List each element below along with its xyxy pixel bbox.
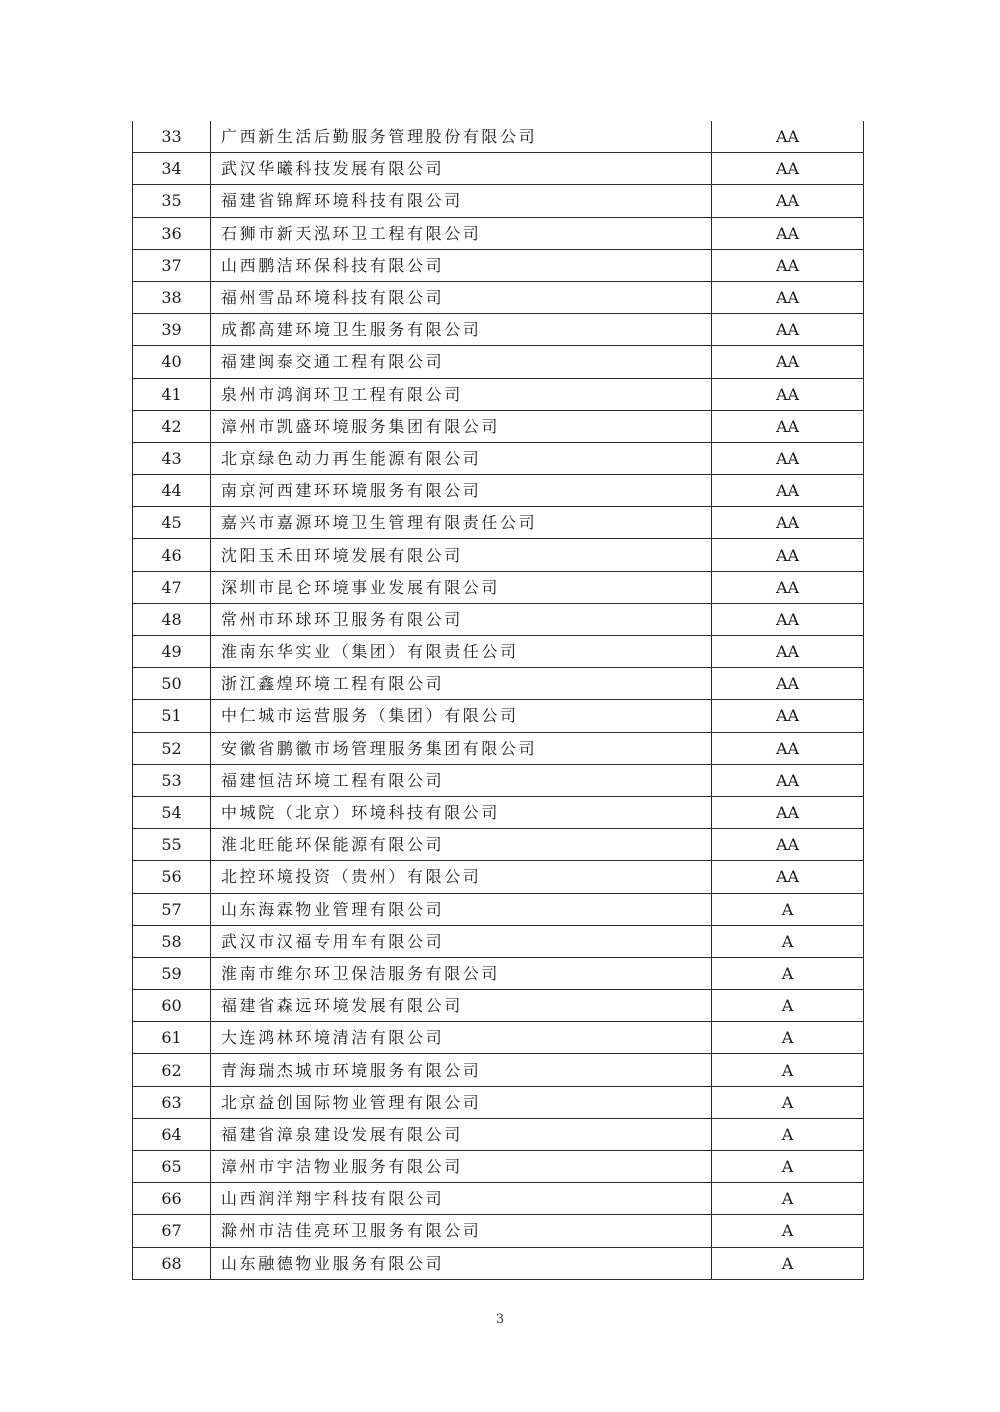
- credit-grade: A: [712, 1151, 864, 1183]
- row-number: 68: [133, 1247, 211, 1279]
- table-row: [133, 1086, 864, 1118]
- company-name: 漳州市宇洁物业服务有限公司: [211, 1151, 712, 1183]
- company-name: 福建省森远环境发展有限公司: [211, 990, 712, 1022]
- credit-grade: AA: [712, 217, 864, 249]
- table-row: [133, 249, 864, 281]
- table-row: [133, 796, 864, 828]
- credit-grade: AA: [712, 764, 864, 796]
- credit-grade: A: [712, 1247, 864, 1279]
- table-row: [133, 507, 864, 539]
- table-row: [133, 636, 864, 668]
- row-number: 49: [133, 636, 211, 668]
- company-name: 武汉华曦科技发展有限公司: [211, 153, 712, 185]
- row-number: 57: [133, 893, 211, 925]
- row-number: 50: [133, 668, 211, 700]
- row-number: 56: [133, 861, 211, 893]
- credit-grade: AA: [712, 796, 864, 828]
- company-name: 石狮市新天泓环卫工程有限公司: [211, 217, 712, 249]
- row-number: 60: [133, 990, 211, 1022]
- credit-grade: AA: [712, 410, 864, 442]
- table-row: [133, 700, 864, 732]
- credit-grade: AA: [712, 571, 864, 603]
- row-number: 37: [133, 249, 211, 281]
- credit-grade: AA: [712, 475, 864, 507]
- table-row: [133, 990, 864, 1022]
- credit-grade: AA: [712, 249, 864, 281]
- credit-grade: AA: [712, 732, 864, 764]
- row-number: 52: [133, 732, 211, 764]
- row-number: 61: [133, 1022, 211, 1054]
- credit-grade: A: [712, 925, 864, 957]
- credit-grade: AA: [712, 121, 864, 153]
- company-rating-table: [132, 121, 864, 1280]
- table-row: [133, 539, 864, 571]
- table-row: [133, 1151, 864, 1183]
- table-row: [133, 475, 864, 507]
- credit-grade: A: [712, 1215, 864, 1247]
- company-name: 福州雪品环境科技有限公司: [211, 281, 712, 313]
- table-row: [133, 957, 864, 989]
- row-number: 40: [133, 346, 211, 378]
- credit-grade: A: [712, 893, 864, 925]
- credit-grade: AA: [712, 442, 864, 474]
- credit-grade: AA: [712, 346, 864, 378]
- company-name: 安徽省鹏徽市场管理服务集团有限公司: [211, 732, 712, 764]
- company-name: 中城院（北京）环境科技有限公司: [211, 796, 712, 828]
- company-name: 山西鹏洁环保科技有限公司: [211, 249, 712, 281]
- row-number: 65: [133, 1151, 211, 1183]
- row-number: 34: [133, 153, 211, 185]
- table-row: [133, 603, 864, 635]
- table-row: [133, 893, 864, 925]
- table-row: [133, 829, 864, 861]
- company-name: 成都高建环境卫生服务有限公司: [211, 314, 712, 346]
- company-name: 深圳市昆仑环境事业发展有限公司: [211, 571, 712, 603]
- company-name: 大连鸿林环境清洁有限公司: [211, 1022, 712, 1054]
- credit-grade: AA: [712, 603, 864, 635]
- company-name: 福建省锦辉环境科技有限公司: [211, 185, 712, 217]
- table-row: [133, 121, 864, 153]
- company-name: 南京河西建环环境服务有限公司: [211, 475, 712, 507]
- row-number: 53: [133, 764, 211, 796]
- row-number: 62: [133, 1054, 211, 1086]
- table-row: [133, 185, 864, 217]
- row-number: 44: [133, 475, 211, 507]
- table-row: [133, 410, 864, 442]
- table-body: [133, 121, 864, 1279]
- table-row: [133, 442, 864, 474]
- table-row: [133, 314, 864, 346]
- row-number: 55: [133, 829, 211, 861]
- company-name: 山东融德物业服务有限公司: [211, 1247, 712, 1279]
- table-row: [133, 153, 864, 185]
- table-row: [133, 217, 864, 249]
- row-number: 35: [133, 185, 211, 217]
- table-row: [133, 1054, 864, 1086]
- company-name: 沈阳玉禾田环境发展有限公司: [211, 539, 712, 571]
- credit-grade: AA: [712, 668, 864, 700]
- credit-grade: AA: [712, 378, 864, 410]
- credit-grade: AA: [712, 700, 864, 732]
- company-name: 泉州市鸿润环卫工程有限公司: [211, 378, 712, 410]
- table-row: [133, 861, 864, 893]
- table-row: [133, 668, 864, 700]
- row-number: 64: [133, 1118, 211, 1150]
- company-name: 淮南市维尔环卫保洁服务有限公司: [211, 957, 712, 989]
- credit-grade: AA: [712, 185, 864, 217]
- row-number: 58: [133, 925, 211, 957]
- table-row: [133, 925, 864, 957]
- table-row: [133, 571, 864, 603]
- table-row: [133, 346, 864, 378]
- table-row: [133, 732, 864, 764]
- table-row: [133, 378, 864, 410]
- credit-grade: AA: [712, 507, 864, 539]
- row-number: 51: [133, 700, 211, 732]
- row-number: 67: [133, 1215, 211, 1247]
- company-name: 漳州市凯盛环境服务集团有限公司: [211, 410, 712, 442]
- row-number: 59: [133, 957, 211, 989]
- table-row: [133, 1183, 864, 1215]
- row-number: 47: [133, 571, 211, 603]
- row-number: 36: [133, 217, 211, 249]
- company-name: 浙江鑫煌环境工程有限公司: [211, 668, 712, 700]
- row-number: 63: [133, 1086, 211, 1118]
- row-number: 33: [133, 121, 211, 153]
- company-name: 北京绿色动力再生能源有限公司: [211, 442, 712, 474]
- row-number: 54: [133, 796, 211, 828]
- company-name: 北控环境投资（贵州）有限公司: [211, 861, 712, 893]
- row-number: 43: [133, 442, 211, 474]
- credit-grade: A: [712, 1054, 864, 1086]
- credit-grade: A: [712, 1118, 864, 1150]
- table-row: [133, 764, 864, 796]
- row-number: 42: [133, 410, 211, 442]
- company-name: 福建省漳泉建设发展有限公司: [211, 1118, 712, 1150]
- company-name: 山东海霖物业管理有限公司: [211, 893, 712, 925]
- company-name: 福建恒洁环境工程有限公司: [211, 764, 712, 796]
- credit-grade: AA: [712, 829, 864, 861]
- credit-grade: A: [712, 957, 864, 989]
- row-number: 45: [133, 507, 211, 539]
- company-name: 山西润洋翔宇科技有限公司: [211, 1183, 712, 1215]
- company-name: 滁州市洁佳亮环卫服务有限公司: [211, 1215, 712, 1247]
- row-number: 39: [133, 314, 211, 346]
- credit-grade: AA: [712, 636, 864, 668]
- table-row: [133, 281, 864, 313]
- row-number: 66: [133, 1183, 211, 1215]
- table-row: [133, 1118, 864, 1150]
- page-number: 3: [495, 1312, 505, 1327]
- company-name: 淮北旺能环保能源有限公司: [211, 829, 712, 861]
- company-name: 常州市环球环卫服务有限公司: [211, 603, 712, 635]
- credit-grade: AA: [712, 861, 864, 893]
- table-row: [133, 1022, 864, 1054]
- company-name: 嘉兴市嘉源环境卫生管理有限责任公司: [211, 507, 712, 539]
- company-name: 青海瑞杰城市环境服务有限公司: [211, 1054, 712, 1086]
- credit-grade: AA: [712, 539, 864, 571]
- credit-grade: AA: [712, 281, 864, 313]
- company-name: 淮南东华实业（集团）有限责任公司: [211, 636, 712, 668]
- company-name: 北京益创国际物业管理有限公司: [211, 1086, 712, 1118]
- credit-grade: A: [712, 1183, 864, 1215]
- credit-grade: A: [712, 990, 864, 1022]
- row-number: 46: [133, 539, 211, 571]
- company-name: 福建闽泰交通工程有限公司: [211, 346, 712, 378]
- credit-grade: AA: [712, 153, 864, 185]
- table-row: [133, 1215, 864, 1247]
- row-number: 41: [133, 378, 211, 410]
- row-number: 38: [133, 281, 211, 313]
- table-row: [133, 1247, 864, 1279]
- credit-grade: AA: [712, 314, 864, 346]
- row-number: 48: [133, 603, 211, 635]
- company-name: 中仁城市运营服务（集团）有限公司: [211, 700, 712, 732]
- credit-grade: A: [712, 1086, 864, 1118]
- company-name: 广西新生活后勤服务管理股份有限公司: [211, 121, 712, 153]
- company-name: 武汉市汉福专用车有限公司: [211, 925, 712, 957]
- credit-grade: A: [712, 1022, 864, 1054]
